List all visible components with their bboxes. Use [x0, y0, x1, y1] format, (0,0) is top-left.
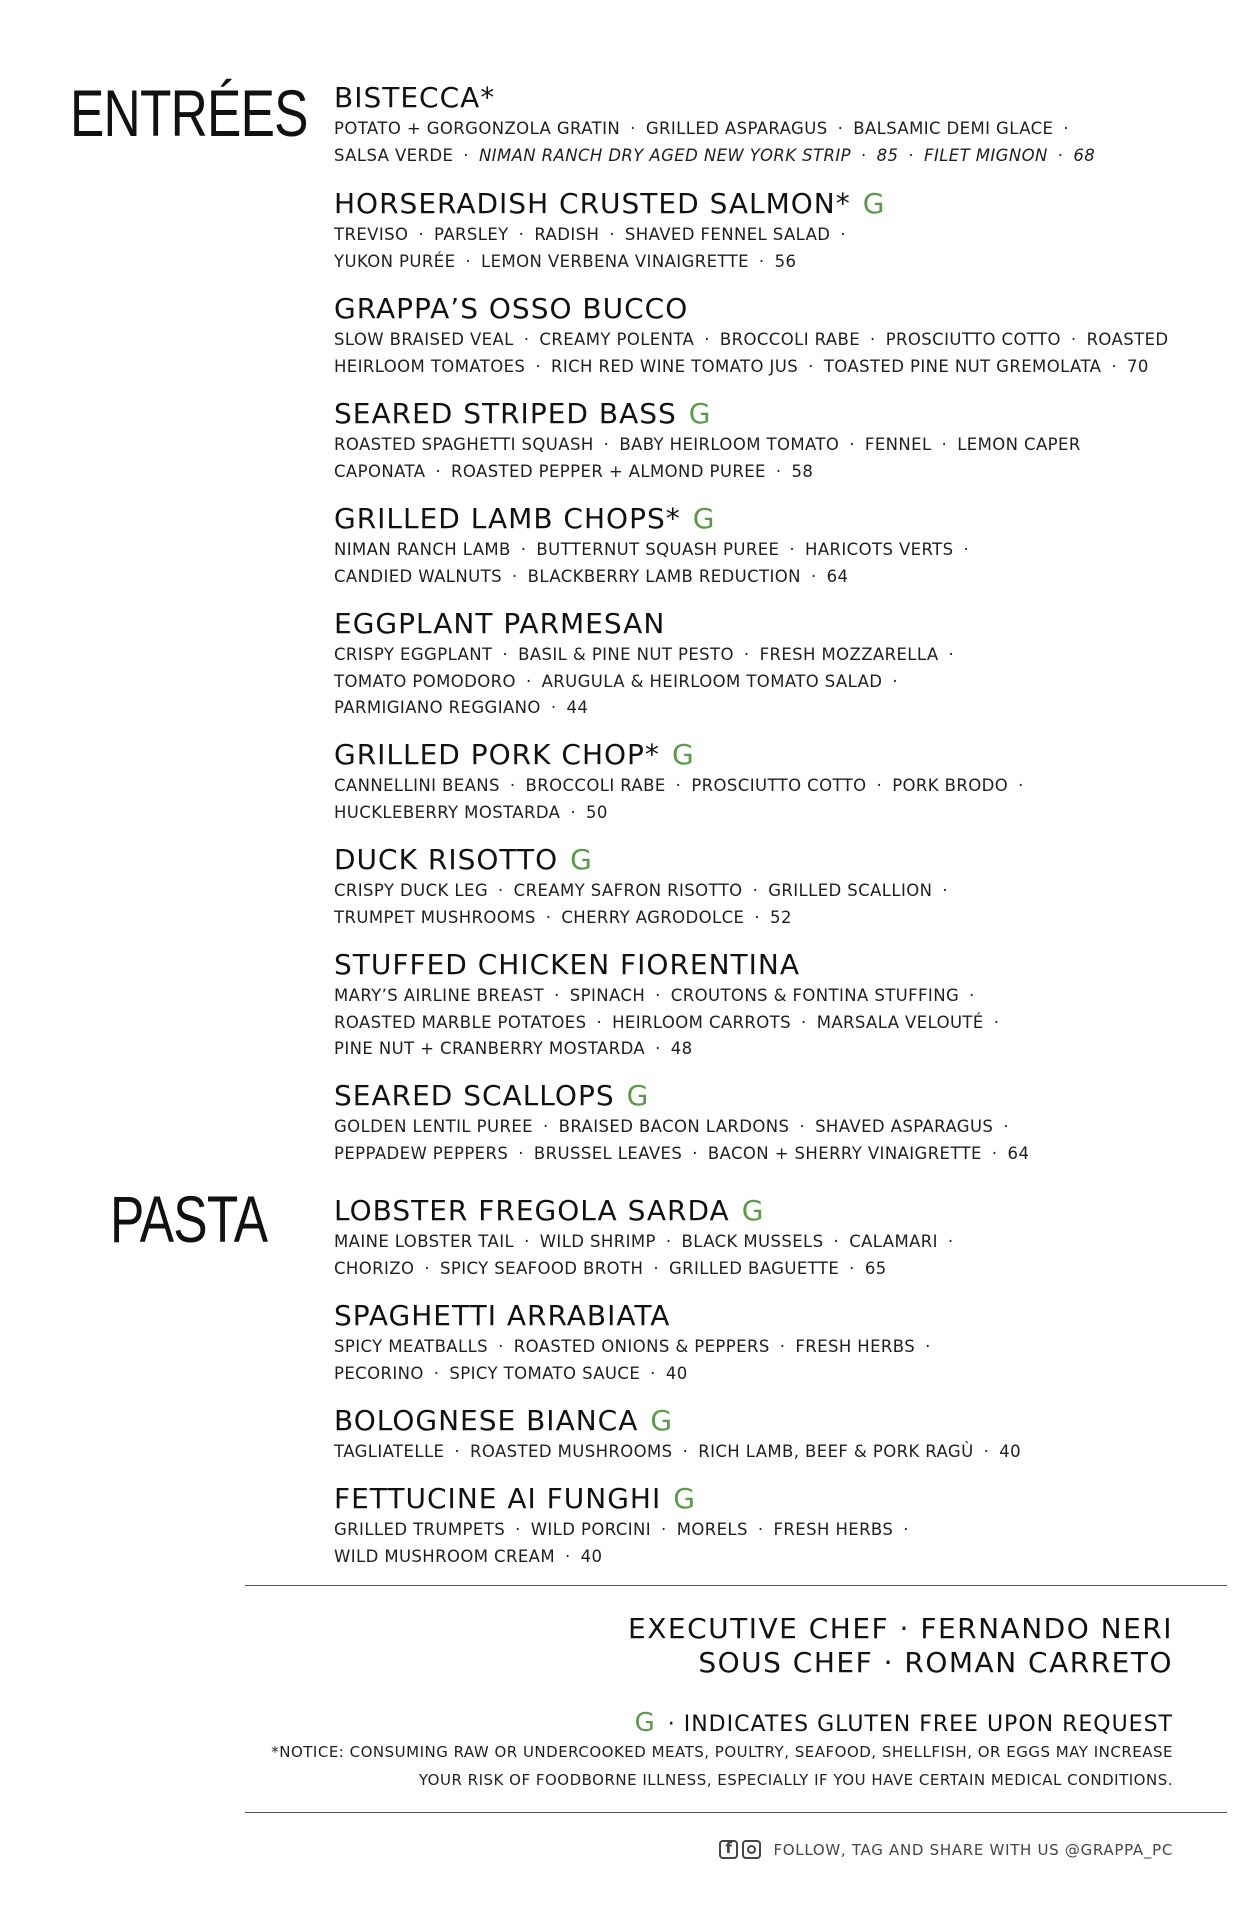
ingredient: CANDIED WALNUTS — [334, 566, 502, 586]
separator-dot: · — [550, 698, 557, 717]
dish-description-line — [334, 983, 1194, 1010]
ingredient: NIMAN RANCH DRY AGED NEW YORK STRIP — [478, 145, 851, 165]
separator-dot: · — [1063, 119, 1069, 138]
separator-dot: · — [535, 356, 541, 376]
ingredient: LEMON VERBENA VINAIGRETTE — [481, 251, 749, 271]
dish-description-line — [334, 1256, 1194, 1283]
separator-dot: · — [799, 1117, 806, 1136]
separator-dot: · — [810, 566, 817, 586]
dish-name — [334, 1481, 1194, 1517]
ingredient: BLACKBERRY LAMB REDUCTION — [527, 566, 801, 586]
dish-name — [334, 291, 1194, 327]
ingredient: BROCCOLI RABE — [525, 776, 666, 795]
separator-dot: · — [433, 1363, 440, 1383]
ingredient: POTATO + GORGONZOLA GRATIN — [334, 119, 621, 138]
separator-dot: · — [1003, 1117, 1009, 1136]
separator-dot: · — [775, 461, 782, 481]
ingredient: MORELS — [676, 1520, 748, 1539]
dish-description-line — [334, 1544, 1194, 1571]
ingredient: 40 — [580, 1546, 603, 1566]
dish-description-line — [334, 1361, 1194, 1388]
ingredient: BALSAMIC DEMI GLACE — [853, 119, 1054, 138]
separator-dot: · — [942, 881, 949, 900]
separator-dot: · — [849, 435, 855, 454]
dish-description-line — [334, 1114, 1194, 1141]
separator-dot: · — [675, 776, 682, 795]
dish-description-line — [334, 642, 1194, 669]
ingredient: TAGLIATELLE — [334, 1442, 445, 1461]
separator-dot: · — [498, 881, 504, 900]
gluten-free-marker: G — [650, 1404, 674, 1437]
dish-description-line — [334, 905, 1194, 932]
separator-dot: · — [1111, 356, 1117, 376]
ingredient: GRILLED ASPARAGUS — [645, 119, 828, 138]
ingredient: CREAMY SAFRON RISOTTO — [513, 881, 743, 900]
ingredient: CREAMY POLENTA — [539, 330, 695, 349]
dish-description-line — [334, 537, 1194, 564]
separator-dot: · — [808, 356, 814, 376]
separator-dot: · — [991, 1143, 998, 1163]
ingredient: PEPPADEW PEPPERS — [334, 1143, 509, 1163]
separator-dot: · — [570, 802, 576, 822]
ingredient: WILD MUSHROOM CREAM — [334, 1546, 555, 1566]
ingredient: ROASTED PEPPER + ALMOND PUREE — [451, 461, 766, 481]
ingredient: BRUSSEL LEAVES — [533, 1143, 683, 1163]
ingredient: 64 — [1007, 1143, 1030, 1163]
ingredient: CRISPY EGGPLANT — [334, 645, 493, 664]
ingredient: PROSCIUTTO COTTO — [691, 776, 867, 795]
separator-dot: · — [511, 566, 518, 586]
ingredient: MARSALA VELOUTÉ — [816, 1012, 984, 1032]
ingredient: YUKON PURÉE — [334, 251, 456, 271]
dish-name-text: DUCK RISOTTO — [334, 843, 559, 876]
dish-description-line — [334, 1010, 1194, 1037]
dish-description-line — [334, 459, 1194, 486]
ingredient: BRAISED BACON LARDONS — [558, 1117, 790, 1136]
separator-dot: · — [523, 330, 530, 349]
separator-dot: · — [1018, 776, 1024, 795]
separator-dot: · — [704, 330, 710, 349]
separator-dot: · — [983, 1442, 990, 1461]
dish-description-line — [334, 1439, 1194, 1466]
ingredient: TREVISO — [334, 225, 409, 244]
separator-dot: · — [752, 881, 759, 900]
ingredient: PINE NUT + CRANBERRY MOSTARDA — [334, 1039, 646, 1058]
dish-description-line — [334, 1517, 1194, 1544]
separator-dot: · — [518, 1143, 524, 1163]
ingredient: 40 — [999, 1442, 1022, 1461]
separator-dot: · — [596, 1012, 603, 1032]
ingredient: CRISPY DUCK LEG — [334, 881, 489, 900]
ingredient: 48 — [670, 1039, 693, 1058]
menu-item — [334, 737, 1194, 826]
ingredient: ROASTED ONIONS & PEPPERS — [513, 1337, 770, 1356]
ingredient: ROASTED SPAGHETTI SQUASH — [334, 435, 594, 454]
separator-dot: · — [465, 251, 472, 271]
separator-dot: · — [682, 1442, 689, 1461]
dish-name — [334, 396, 1194, 432]
dish-description-line — [334, 222, 1194, 249]
dish-description-line — [334, 669, 1194, 696]
ingredient: SPICY TOMATO SAUCE — [449, 1363, 641, 1383]
dish-name — [334, 186, 1194, 222]
gluten-free-marker: G — [634, 1708, 656, 1738]
separator-dot: · — [892, 671, 899, 691]
dish-name-text: GRILLED PORK CHOP* — [334, 738, 660, 771]
ingredient: HEIRLOOM CARROTS — [612, 1012, 792, 1032]
separator-dot: · — [963, 540, 970, 559]
ingredient: FILET MIGNON — [924, 145, 1048, 165]
separator-dot: · — [948, 645, 955, 664]
separator-dot: · — [908, 145, 915, 165]
separator-dot: · — [498, 1337, 504, 1356]
separator-dot: · — [653, 1258, 659, 1278]
menu-item — [334, 842, 1194, 931]
ingredient: TOASTED PINE NUT GREMOLATA — [823, 356, 1102, 376]
separator-dot: · — [1070, 330, 1077, 349]
separator-dot: · — [665, 1232, 672, 1251]
dish-name — [334, 606, 1194, 642]
health-notice-line-2: YOUR RISK OF FOODBORNE ILLNESS, ESPECIALLY IF YOU HAVE CERTAIN MEDICAL CONDITIONS. — [418, 1771, 1173, 1789]
top-divider — [245, 1585, 1227, 1586]
ingredient: GRILLED TRUMPETS — [334, 1520, 506, 1539]
dish-name-text: BISTECCA* — [334, 81, 496, 114]
separator-dot: · — [876, 776, 883, 795]
menu-item — [334, 1298, 1194, 1387]
ingredient: RICH RED WINE TOMATO JUS — [550, 356, 799, 376]
separator-dot: · — [754, 907, 761, 927]
gluten-free-marker: G — [692, 502, 716, 535]
dish-description-line — [334, 773, 1194, 800]
ingredient: NIMAN RANCH LAMB — [334, 540, 511, 559]
separator-dot: · — [454, 1442, 461, 1461]
dish-name-text: LOBSTER FREGOLA SARDA — [334, 1194, 730, 1227]
dish-name — [334, 1078, 1194, 1114]
ingredient: MAINE LOBSTER TAIL — [334, 1232, 515, 1251]
gluten-free-marker: G — [626, 1079, 650, 1112]
ingredient: SHAVED FENNEL SALAD — [624, 225, 831, 244]
dish-name — [334, 1193, 1194, 1229]
separator-dot: · — [833, 1232, 840, 1251]
separator-dot: · — [779, 1337, 786, 1356]
ingredient: HEIRLOOM TOMATOES — [334, 356, 526, 376]
ingredient: 40 — [665, 1363, 688, 1383]
separator-dot: · — [757, 1520, 764, 1539]
ingredient: 52 — [770, 907, 792, 927]
dish-description-line — [334, 327, 1194, 354]
separator-dot: · — [661, 1520, 667, 1539]
ingredient: 50 — [586, 802, 608, 822]
ingredient: SHAVED ASPARAGUS — [815, 1117, 994, 1136]
ingredient: FRESH MOZZARELLA — [759, 645, 939, 664]
ingredient: BROCCOLI RABE — [719, 330, 861, 349]
entrees-section-title: ENTRÉES — [70, 76, 308, 150]
separator-dot: · — [801, 1012, 807, 1032]
dish-description-line — [334, 800, 1194, 827]
dish-description-line — [334, 249, 1194, 276]
gluten-free-marker: G — [671, 738, 695, 771]
menu-item — [334, 606, 1194, 722]
separator-dot: · — [655, 986, 661, 1005]
executive-chef-credit: EXECUTIVE CHEF · FERNANDO NERI — [628, 1612, 1173, 1645]
ingredient: BACON + SHERRY VINAIGRETTE — [707, 1143, 982, 1163]
ingredient: FENNEL — [864, 435, 932, 454]
dish-name-text: GRAPPA’S OSSO BUCCO — [334, 292, 689, 325]
separator-dot: · — [743, 645, 750, 664]
dish-description-line — [334, 432, 1194, 459]
dish-description-line — [334, 1334, 1194, 1361]
separator-dot: · — [515, 1520, 521, 1539]
dish-description-line — [334, 354, 1194, 381]
ingredient: ROASTED — [1086, 330, 1169, 349]
dish-name-text: SEARED SCALLOPS — [334, 1079, 615, 1112]
separator-dot: · — [509, 776, 516, 795]
separator-dot: · — [630, 119, 636, 138]
separator-dot: · — [435, 461, 442, 481]
separator-dot: · — [1057, 145, 1064, 165]
ingredient: RADISH — [534, 225, 600, 244]
separator-dot: · — [524, 1232, 530, 1251]
separator-dot: · — [502, 645, 509, 664]
dish-name — [334, 501, 1194, 537]
ingredient: CALAMARI — [849, 1232, 938, 1251]
ingredient: LEMON CAPER — [957, 435, 1081, 454]
dish-description-line — [334, 878, 1194, 905]
separator-dot: · — [564, 1546, 571, 1566]
dish-description-line — [334, 695, 1194, 722]
ingredient: PARMIGIANO REGGIANO — [334, 698, 541, 717]
gluten-free-marker: G — [741, 1194, 765, 1227]
separator-dot: · — [837, 119, 844, 138]
ingredient: CANNELLINI BEANS — [334, 776, 500, 795]
dish-name-text: BOLOGNESE BIANCA — [334, 1404, 639, 1437]
separator-dot: · — [525, 671, 532, 691]
ingredient: PECORINO — [334, 1363, 424, 1383]
separator-dot: · — [603, 435, 610, 454]
separator-dot: · — [463, 145, 469, 165]
ingredient: ROASTED MARBLE POTATOES — [334, 1012, 587, 1032]
separator-dot: · — [903, 1520, 909, 1539]
menu-item — [334, 80, 1194, 169]
dish-description-line — [334, 1229, 1194, 1256]
separator-dot: · — [993, 1012, 1000, 1032]
dish-name — [334, 80, 1194, 116]
separator-dot: · — [969, 986, 975, 1005]
ingredient: PROSCIUTTO COTTO — [885, 330, 1061, 349]
separator-dot: · — [418, 225, 425, 244]
separator-dot: · — [424, 1258, 430, 1278]
menu-item — [334, 1078, 1194, 1167]
separator-dot: · — [542, 1117, 549, 1136]
menu-item — [334, 291, 1194, 380]
ingredient: BASIL & PINE NUT PESTO — [518, 645, 734, 664]
ingredient: PARSLEY — [434, 225, 509, 244]
dish-name-text: EGGPLANT PARMESAN — [334, 607, 666, 640]
separator-dot: · — [941, 435, 948, 454]
menu-item — [334, 501, 1194, 590]
ingredient: WILD SHRIMP — [539, 1232, 656, 1251]
ingredient: CHERRY AGRODOLCE — [561, 907, 745, 927]
ingredient: WILD PORCINI — [530, 1520, 652, 1539]
ingredient: 64 — [826, 566, 849, 586]
separator-dot: · — [849, 1258, 855, 1278]
social-follow — [719, 1840, 1173, 1859]
sous-chef-credit: SOUS CHEF · ROMAN CARRETO — [698, 1646, 1173, 1679]
ingredient: CHORIZO — [334, 1258, 415, 1278]
ingredient: RICH LAMB, BEEF & PORK RAGÙ — [698, 1442, 974, 1461]
ingredient: HARICOTS VERTS — [805, 540, 954, 559]
dish-description-line — [334, 1141, 1194, 1168]
menu-item — [334, 1403, 1194, 1466]
menu-item — [334, 947, 1194, 1063]
ingredient: CROUTONS & FONTINA STUFFING — [670, 986, 960, 1005]
ingredient: PORK BRODO — [892, 776, 1009, 795]
ingredient: SLOW BRAISED VEAL — [334, 330, 514, 349]
dish-name-text: FETTUCINE AI FUNGHI — [334, 1482, 662, 1515]
menu-item — [334, 1481, 1194, 1570]
ingredient: FRESH HERBS — [773, 1520, 894, 1539]
gluten-free-note — [635, 1708, 1173, 1738]
social-follow-text: FOLLOW, TAG AND SHARE WITH US @GRAPPA_PC — [773, 1840, 1173, 1859]
instagram-icon[interactable] — [742, 1840, 761, 1859]
ingredient: ARUGULA & HEIRLOOM TOMATO SALAD — [541, 671, 883, 691]
dish-name-text: HORSERADISH CRUSTED SALMON* — [334, 187, 851, 220]
separator-dot: · — [650, 1363, 656, 1383]
separator-dot: · — [554, 986, 560, 1005]
ingredient: 85 — [876, 145, 899, 165]
ingredient: BLACK MUSSELS — [681, 1232, 824, 1251]
dish-name-text: STUFFED CHICKEN FIORENTINA — [334, 948, 801, 981]
separator-dot: · — [609, 225, 615, 244]
ingredient: MARY’S AIRLINE BREAST — [334, 986, 545, 1005]
ingredient: GRILLED BAGUETTE — [668, 1258, 840, 1278]
menu-item — [334, 1193, 1194, 1282]
dish-name — [334, 737, 1194, 773]
gluten-free-marker: G — [862, 187, 886, 220]
dish-description-line — [334, 564, 1194, 591]
ingredient: 70 — [1127, 356, 1149, 376]
gluten-free-marker: G — [570, 843, 593, 876]
ingredient: 56 — [774, 251, 797, 271]
ingredient: SALSA VERDE — [334, 145, 454, 165]
ingredient: BUTTERNUT SQUASH PUREE — [536, 540, 780, 559]
gluten-free-note-text: · INDICATES GLUTEN FREE UPON REQUEST — [667, 1712, 1173, 1737]
ingredient: 44 — [566, 698, 589, 717]
separator-dot: · — [655, 1039, 661, 1058]
ingredient: HUCKLEBERRY MOSTARDA — [334, 802, 561, 822]
health-notice-line-1: *NOTICE: CONSUMING RAW OR UNDERCOOKED MEATS, POULTRY, SEAFOOD, SHELLFISH, OR EGGS MAY INCREASE — [271, 1743, 1173, 1761]
ingredient: SPINACH — [569, 986, 646, 1005]
ingredient: GRILLED SCALLION — [768, 881, 933, 900]
separator-dot: · — [925, 1337, 931, 1356]
ingredient: 65 — [864, 1258, 887, 1278]
separator-dot: · — [789, 540, 796, 559]
dish-name-text: GRILLED LAMB CHOPS* — [334, 502, 681, 535]
gluten-free-marker: G — [673, 1482, 696, 1515]
ingredient: BABY HEIRLOOM TOMATO — [619, 435, 840, 454]
ingredient: TRUMPET MUSHROOMS — [334, 907, 536, 927]
separator-dot: · — [520, 540, 527, 559]
ingredient: GOLDEN LENTIL PUREE — [334, 1117, 533, 1136]
gluten-free-marker: G — [688, 397, 712, 430]
dish-description-line — [334, 143, 1194, 170]
dish-name — [334, 842, 1194, 878]
pasta-section-title: PASTA — [110, 1182, 268, 1256]
dish-description-line — [334, 1036, 1194, 1063]
separator-dot: · — [692, 1143, 698, 1163]
menu-item — [334, 396, 1194, 485]
dish-name-text: SEARED STRIPED BASS — [334, 397, 677, 430]
separator-dot: · — [518, 225, 525, 244]
separator-dot: · — [860, 145, 867, 165]
separator-dot: · — [545, 907, 552, 927]
ingredient: CAPONATA — [334, 461, 426, 481]
bottom-divider — [245, 1812, 1227, 1813]
separator-dot: · — [840, 225, 847, 244]
ingredient: 58 — [791, 461, 814, 481]
dish-name-text: SPAGHETTI ARRABIATA — [334, 1299, 671, 1332]
separator-dot: · — [870, 330, 876, 349]
dish-description-line — [334, 116, 1194, 143]
ingredient: 68 — [1073, 145, 1096, 165]
ingredient: TOMATO POMODORO — [334, 671, 516, 691]
dish-name — [334, 947, 1194, 983]
separator-dot: · — [947, 1232, 954, 1251]
ingredient: SPICY SEAFOOD BROTH — [440, 1258, 644, 1278]
menu-item — [334, 186, 1194, 275]
ingredient: SPICY MEATBALLS — [334, 1337, 489, 1356]
ingredient: ROASTED MUSHROOMS — [470, 1442, 673, 1461]
dish-name — [334, 1298, 1194, 1334]
ingredient: FRESH HERBS — [795, 1337, 916, 1356]
separator-dot: · — [758, 251, 765, 271]
dish-name — [334, 1403, 1194, 1439]
facebook-icon[interactable] — [719, 1840, 738, 1859]
